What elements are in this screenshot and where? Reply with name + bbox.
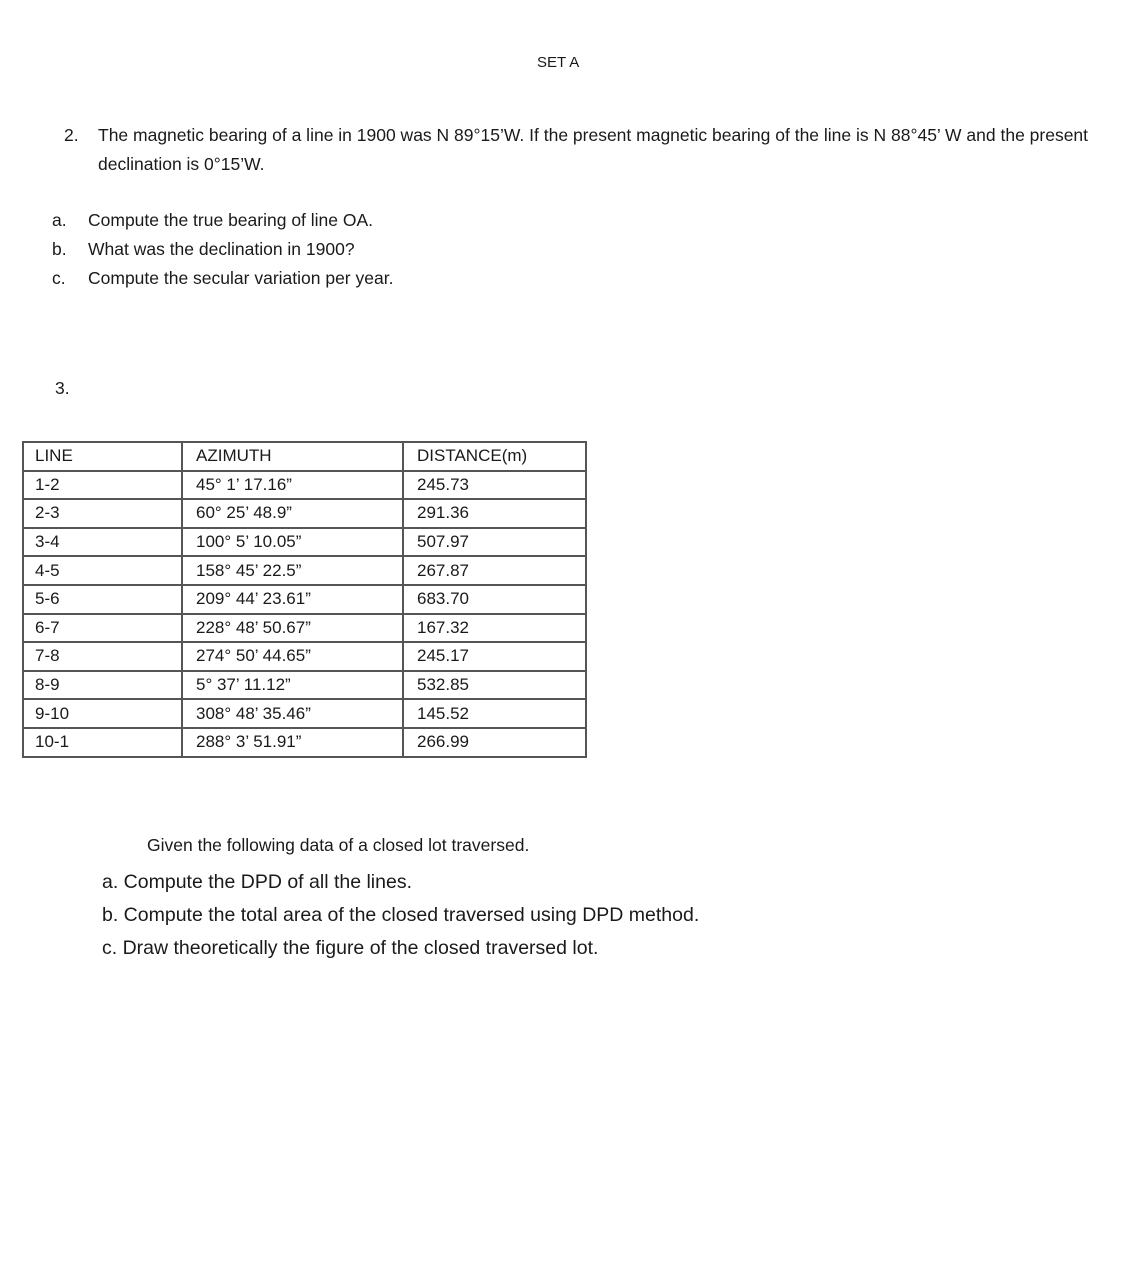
cell-line: 9-10 bbox=[23, 699, 182, 728]
cell-azimuth: 158° 45’ 22.5” bbox=[182, 556, 403, 585]
cell-azimuth: 308° 48’ 35.46” bbox=[182, 699, 403, 728]
table-header-row bbox=[23, 442, 586, 471]
cell-line: 5-6 bbox=[23, 585, 182, 614]
question-2-part-a bbox=[52, 206, 393, 235]
table-row bbox=[23, 471, 586, 500]
question-2-parts bbox=[52, 206, 393, 293]
cell-line: 1-2 bbox=[23, 471, 182, 500]
cell-line: 10-1 bbox=[23, 728, 182, 757]
table-row bbox=[23, 642, 586, 671]
cell-line: 6-7 bbox=[23, 614, 182, 643]
cell-azimuth: 228° 48’ 50.67” bbox=[182, 614, 403, 643]
question-3-part-a: a. Compute the DPD of all the lines. bbox=[102, 871, 412, 893]
table-row bbox=[23, 614, 586, 643]
header-distance: DISTANCE(m) bbox=[403, 442, 586, 471]
cell-distance: 245.17 bbox=[403, 642, 586, 671]
cell-line: 7-8 bbox=[23, 642, 182, 671]
cell-distance: 145.52 bbox=[403, 699, 586, 728]
cell-line: 8-9 bbox=[23, 671, 182, 700]
set-label: SET A bbox=[537, 54, 580, 71]
part-text: Compute the true bearing of line OA. bbox=[88, 210, 374, 230]
cell-distance: 507.97 bbox=[403, 528, 586, 557]
cell-azimuth: 209° 44’ 23.61” bbox=[182, 585, 403, 614]
header-line: LINE bbox=[23, 442, 182, 471]
table-row bbox=[23, 671, 586, 700]
question-2 bbox=[64, 121, 1104, 179]
part-text: Compute the secular variation per year. bbox=[88, 268, 394, 288]
cell-azimuth: 274° 50’ 44.65” bbox=[182, 642, 403, 671]
table-row bbox=[23, 528, 586, 557]
question-2-number: 2. bbox=[64, 125, 79, 145]
traverse-table bbox=[22, 441, 587, 758]
table-row bbox=[23, 728, 586, 757]
question-3-part-c: c. Draw theoretically the figure of the closed traversed lot. bbox=[102, 937, 599, 959]
header-azimuth: AZIMUTH bbox=[182, 442, 403, 471]
cell-line: 4-5 bbox=[23, 556, 182, 585]
question-3-number: 3. bbox=[55, 378, 70, 398]
part-letter: c. bbox=[52, 268, 66, 288]
cell-distance: 532.85 bbox=[403, 671, 586, 700]
question-2-text: The magnetic bearing of a line in 1900 was N 89°15’W. If the present magnetic bearing of the line is N 88°45’ W and the present declination is 0°15’W. bbox=[98, 125, 1089, 174]
table-row bbox=[23, 499, 586, 528]
cell-distance: 245.73 bbox=[403, 471, 586, 500]
question-3-given-text: Given the following data of a closed lot traversed. bbox=[147, 835, 530, 855]
cell-azimuth: 45° 1’ 17.16” bbox=[182, 471, 403, 500]
cell-line: 2-3 bbox=[23, 499, 182, 528]
cell-distance: 683.70 bbox=[403, 585, 586, 614]
question-2-part-b bbox=[52, 235, 393, 264]
table-row bbox=[23, 699, 586, 728]
cell-distance: 291.36 bbox=[403, 499, 586, 528]
cell-azimuth: 5° 37’ 11.12” bbox=[182, 671, 403, 700]
table-row bbox=[23, 585, 586, 614]
part-letter: a. bbox=[52, 210, 67, 230]
part-letter: b. bbox=[52, 239, 67, 259]
cell-line: 3-4 bbox=[23, 528, 182, 557]
question-2-part-c bbox=[52, 264, 393, 293]
cell-azimuth: 60° 25’ 48.9” bbox=[182, 499, 403, 528]
cell-distance: 266.99 bbox=[403, 728, 586, 757]
cell-distance: 267.87 bbox=[403, 556, 586, 585]
part-text: What was the declination in 1900? bbox=[88, 239, 355, 259]
cell-azimuth: 100° 5’ 10.05” bbox=[182, 528, 403, 557]
cell-azimuth: 288° 3’ 51.91” bbox=[182, 728, 403, 757]
cell-distance: 167.32 bbox=[403, 614, 586, 643]
question-3-part-b: b. Compute the total area of the closed traversed using DPD method. bbox=[102, 904, 700, 926]
table-row bbox=[23, 556, 586, 585]
question-3-parts bbox=[102, 866, 699, 965]
